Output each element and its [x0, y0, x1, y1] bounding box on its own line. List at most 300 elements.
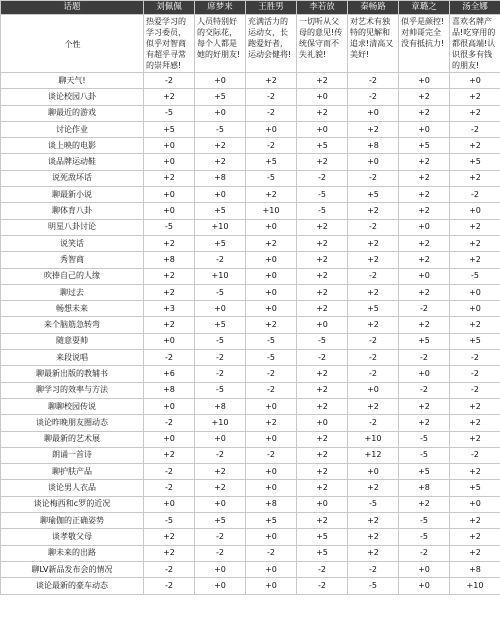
- table-row: [1, 350, 500, 366]
- table-row: [1, 561, 500, 577]
- score-cell: +2: [246, 235, 297, 251]
- score-cell: +0: [246, 301, 297, 317]
- topic-cell: 聊未来的出路: [1, 545, 144, 561]
- score-cell: +0: [246, 431, 297, 447]
- score-cell: +0: [348, 382, 399, 398]
- score-cell: +2: [450, 235, 500, 251]
- score-cell: +2: [297, 268, 348, 284]
- personality-row: [1, 15, 500, 73]
- score-cell: +2: [348, 529, 399, 545]
- score-cell: +5: [195, 317, 246, 333]
- score-cell: -2: [246, 138, 297, 154]
- table-row: [1, 73, 500, 89]
- table-row: [1, 382, 500, 398]
- score-cell: -2: [450, 121, 500, 137]
- score-cell: +10: [195, 219, 246, 235]
- table-row: [1, 219, 500, 235]
- score-cell: +2: [450, 545, 500, 561]
- score-cell: +2: [348, 480, 399, 496]
- score-cell: +0: [144, 187, 195, 203]
- score-cell: +0: [195, 578, 246, 594]
- table-row: [1, 284, 500, 300]
- score-cell: +2: [297, 431, 348, 447]
- score-cell: -5: [195, 382, 246, 398]
- score-cell: +2: [144, 268, 195, 284]
- score-cell: -2: [297, 578, 348, 594]
- table-row: [1, 235, 500, 251]
- table-row: [1, 415, 500, 431]
- score-cell: -2: [399, 301, 450, 317]
- score-cell: -5: [195, 121, 246, 137]
- score-cell: +2: [450, 317, 500, 333]
- score-cell: +2: [297, 301, 348, 317]
- score-cell: -5: [195, 284, 246, 300]
- score-cell: +2: [399, 235, 450, 251]
- table-row: [1, 187, 500, 203]
- score-cell: +0: [450, 73, 500, 89]
- score-cell: -5: [297, 333, 348, 349]
- topic-cell: 聊聊校园传说: [1, 398, 144, 414]
- score-cell: -5: [246, 333, 297, 349]
- score-cell: +8: [144, 252, 195, 268]
- topic-cell: 谈论梅西和c罗的近况: [1, 496, 144, 512]
- score-cell: +2: [450, 464, 500, 480]
- score-cell: +2: [297, 398, 348, 414]
- score-cell: -5: [246, 350, 297, 366]
- topic-cell: 聊学习的效率与方法: [1, 382, 144, 398]
- score-cell: +2: [348, 203, 399, 219]
- score-cell: +5: [450, 154, 500, 170]
- score-cell: -2: [450, 366, 500, 382]
- table-row: [1, 366, 500, 382]
- score-cell: -2: [450, 350, 500, 366]
- score-cell: +2: [195, 138, 246, 154]
- score-cell: +2: [144, 284, 195, 300]
- topic-cell: 聊瑜伽的正确姿势: [1, 513, 144, 529]
- topic-cell: 聊最新的艺术展: [1, 431, 144, 447]
- topic-cell: 来段说唱: [1, 350, 144, 366]
- score-cell: +0: [399, 121, 450, 137]
- score-cell: +0: [195, 301, 246, 317]
- score-cell: +2: [297, 73, 348, 89]
- character-column-header: 秦畅路: [348, 1, 399, 15]
- score-cell: +0: [399, 366, 450, 382]
- score-cell: -2: [195, 447, 246, 463]
- score-cell: +0: [195, 105, 246, 121]
- score-cell: -5: [195, 333, 246, 349]
- score-cell: +2: [348, 121, 399, 137]
- topic-cell: 秀智商: [1, 252, 144, 268]
- score-cell: +2: [399, 252, 450, 268]
- table-row: [1, 301, 500, 317]
- score-cell: +5: [144, 121, 195, 137]
- personality-description: 充满活力的运动女，长跑爱好者，运动会健将!: [246, 15, 297, 73]
- score-cell: +0: [195, 431, 246, 447]
- score-cell: +2: [144, 447, 195, 463]
- score-cell: -2: [195, 252, 246, 268]
- topic-cell: 聊体育八卦: [1, 203, 144, 219]
- score-cell: -5: [144, 513, 195, 529]
- topic-cell: 聊护肤产品: [1, 464, 144, 480]
- score-cell: +2: [297, 235, 348, 251]
- topic-cell: 朗诵一首诗: [1, 447, 144, 463]
- score-cell: +0: [144, 431, 195, 447]
- score-cell: -2: [348, 561, 399, 577]
- topic-cell: 谈论校园八卦: [1, 89, 144, 105]
- score-cell: +2: [297, 219, 348, 235]
- score-cell: +0: [144, 496, 195, 512]
- score-cell: -2: [348, 333, 399, 349]
- score-cell: +0: [195, 73, 246, 89]
- table-row: [1, 578, 500, 594]
- score-cell: +2: [246, 187, 297, 203]
- score-cell: +2: [195, 480, 246, 496]
- score-cell: +0: [195, 561, 246, 577]
- personality-description: 热爱学习的学习委员，似乎对智商有超乎寻常的崇拜感!: [144, 15, 195, 73]
- score-cell: +2: [450, 105, 500, 121]
- score-cell: +0: [195, 496, 246, 512]
- score-cell: +2: [450, 513, 500, 529]
- score-cell: +2: [399, 284, 450, 300]
- topic-column-header: 话题: [1, 1, 144, 15]
- table-row: [1, 431, 500, 447]
- score-cell: +2: [450, 415, 500, 431]
- score-cell: -2: [297, 170, 348, 186]
- topic-cell: 谈论最新的豪车动态: [1, 578, 144, 594]
- score-cell: +0: [348, 105, 399, 121]
- score-cell: -2: [144, 464, 195, 480]
- score-cell: +0: [246, 219, 297, 235]
- table-row: [1, 447, 500, 463]
- score-cell: +2: [348, 545, 399, 561]
- score-cell: +5: [297, 529, 348, 545]
- personality-description: 一切听从父母的意见!传统保守而不失礼貌!: [297, 15, 348, 73]
- score-cell: +0: [195, 187, 246, 203]
- score-cell: -2: [195, 529, 246, 545]
- score-cell: +5: [399, 138, 450, 154]
- score-cell: +2: [297, 105, 348, 121]
- score-cell: +2: [450, 170, 500, 186]
- score-cell: -5: [399, 447, 450, 463]
- score-cell: +0: [246, 398, 297, 414]
- score-cell: +2: [144, 235, 195, 251]
- topic-cell: 聊最新出版的教辅书: [1, 366, 144, 382]
- score-cell: +2: [297, 154, 348, 170]
- table-row: [1, 513, 500, 529]
- score-cell: +0: [246, 121, 297, 137]
- score-cell: +5: [195, 89, 246, 105]
- table-row: [1, 333, 500, 349]
- score-cell: +0: [246, 480, 297, 496]
- topic-cell: 谈论男人衣品: [1, 480, 144, 496]
- score-cell: +8: [450, 561, 500, 577]
- score-cell: +5: [195, 513, 246, 529]
- score-cell: +2: [195, 154, 246, 170]
- score-cell: +0: [399, 578, 450, 594]
- table-row: [1, 170, 500, 186]
- score-cell: +2: [399, 203, 450, 219]
- topic-cell: 聊最近的游戏: [1, 105, 144, 121]
- score-cell: -5: [297, 187, 348, 203]
- score-cell: +0: [450, 301, 500, 317]
- score-cell: +3: [144, 301, 195, 317]
- score-cell: +12: [348, 447, 399, 463]
- score-cell: +5: [399, 333, 450, 349]
- score-cell: -2: [246, 89, 297, 105]
- score-cell: +2: [399, 496, 450, 512]
- score-cell: +2: [348, 398, 399, 414]
- score-cell: +10: [450, 578, 500, 594]
- personality-description: 喜欢名牌产品!吃穿用的都很高端!认识很多有钱的朋友!: [450, 15, 500, 73]
- score-cell: +2: [144, 529, 195, 545]
- score-cell: -2: [450, 447, 500, 463]
- score-cell: +2: [297, 366, 348, 382]
- score-cell: +2: [297, 464, 348, 480]
- score-cell: +0: [399, 219, 450, 235]
- score-cell: +0: [246, 561, 297, 577]
- score-cell: +5: [348, 187, 399, 203]
- score-cell: +2: [348, 284, 399, 300]
- score-cell: -2: [399, 350, 450, 366]
- score-cell: -2: [348, 170, 399, 186]
- score-cell: +2: [399, 415, 450, 431]
- score-cell: -2: [246, 545, 297, 561]
- score-cell: +8: [195, 398, 246, 414]
- personality-description: 对艺术有独特的见解和追求!清高又美好!: [348, 15, 399, 73]
- table-header: [1, 1, 500, 15]
- score-cell: +10: [246, 203, 297, 219]
- topic-cell: 聊最新小说: [1, 187, 144, 203]
- topic-cell: 来个脑筋急转弯: [1, 317, 144, 333]
- score-cell: -5: [144, 219, 195, 235]
- table-row: [1, 203, 500, 219]
- score-cell: +0: [399, 561, 450, 577]
- score-cell: +0: [297, 415, 348, 431]
- table-row: [1, 121, 500, 137]
- score-cell: +0: [399, 268, 450, 284]
- score-cell: +0: [450, 203, 500, 219]
- topic-cell: 聊天气!: [1, 73, 144, 89]
- score-cell: -2: [348, 366, 399, 382]
- score-cell: +5: [450, 333, 500, 349]
- score-cell: +0: [144, 138, 195, 154]
- score-cell: +6: [144, 366, 195, 382]
- score-cell: -2: [348, 415, 399, 431]
- topic-cell: 谈上映的电影: [1, 138, 144, 154]
- score-cell: +2: [399, 317, 450, 333]
- score-cell: -2: [144, 561, 195, 577]
- score-cell: +10: [195, 415, 246, 431]
- table-row: [1, 464, 500, 480]
- table-row: [1, 268, 500, 284]
- score-cell: +2: [297, 513, 348, 529]
- score-cell: -2: [144, 350, 195, 366]
- score-cell: -5: [348, 578, 399, 594]
- score-cell: +10: [195, 268, 246, 284]
- topic-cell: 明星八卦讨论: [1, 219, 144, 235]
- score-cell: +2: [348, 317, 399, 333]
- score-cell: -2: [144, 73, 195, 89]
- score-cell: +2: [450, 431, 500, 447]
- personality-label: 个性: [1, 15, 144, 73]
- score-cell: +2: [297, 252, 348, 268]
- score-cell: -2: [297, 561, 348, 577]
- score-cell: -2: [144, 578, 195, 594]
- topic-cell: 谈孝敬父母: [1, 529, 144, 545]
- score-cell: +0: [246, 529, 297, 545]
- score-cell: +5: [297, 138, 348, 154]
- topic-cell: 吹捧自己的人缘: [1, 268, 144, 284]
- score-cell: +2: [297, 447, 348, 463]
- score-cell: -5: [399, 513, 450, 529]
- score-cell: -5: [399, 529, 450, 545]
- score-cell: +0: [246, 464, 297, 480]
- score-cell: +2: [246, 73, 297, 89]
- table-row: [1, 138, 500, 154]
- score-cell: -2: [348, 89, 399, 105]
- score-cell: +5: [246, 154, 297, 170]
- score-cell: -5: [450, 268, 500, 284]
- score-cell: -2: [348, 350, 399, 366]
- table-row: [1, 545, 500, 561]
- score-cell: +2: [144, 170, 195, 186]
- character-column-header: 汤全娜: [450, 1, 500, 15]
- score-cell: +0: [450, 284, 500, 300]
- score-cell: +5: [348, 301, 399, 317]
- score-cell: +8: [144, 382, 195, 398]
- personality-description: 似乎是颜控!对帅哥完全没有抵抗力!: [399, 15, 450, 73]
- topic-cell: 谈品牌运动鞋: [1, 154, 144, 170]
- score-cell: +0: [399, 73, 450, 89]
- table-row: [1, 398, 500, 414]
- table-row: [1, 252, 500, 268]
- score-cell: +5: [195, 203, 246, 219]
- topic-cell: 说死敌坏话: [1, 170, 144, 186]
- score-cell: +2: [399, 398, 450, 414]
- score-cell: -5: [246, 170, 297, 186]
- score-cell: -2: [195, 545, 246, 561]
- table-body: [1, 15, 500, 595]
- score-cell: +0: [348, 154, 399, 170]
- score-cell: +0: [297, 496, 348, 512]
- topic-cell: 聊LV新品发布会的情况: [1, 561, 144, 577]
- table-row: [1, 529, 500, 545]
- score-cell: -5: [348, 496, 399, 512]
- personality-description: 人员特别好的交际花，每个人都是她的好朋友!: [195, 15, 246, 73]
- score-cell: +0: [450, 496, 500, 512]
- score-cell: +5: [297, 545, 348, 561]
- score-cell: +2: [144, 545, 195, 561]
- score-cell: +5: [246, 513, 297, 529]
- table-row: [1, 496, 500, 512]
- score-cell: +2: [450, 89, 500, 105]
- score-cell: +2: [297, 480, 348, 496]
- score-cell: +2: [399, 170, 450, 186]
- score-cell: -2: [246, 105, 297, 121]
- score-cell: -2: [450, 187, 500, 203]
- score-cell: +10: [348, 431, 399, 447]
- table-row: [1, 105, 500, 121]
- score-cell: +2: [399, 187, 450, 203]
- score-cell: +2: [348, 235, 399, 251]
- score-cell: -2: [144, 415, 195, 431]
- score-cell: +8: [246, 496, 297, 512]
- score-cell: +2: [348, 252, 399, 268]
- score-cell: +2: [144, 89, 195, 105]
- topic-cell: 讨论作业: [1, 121, 144, 137]
- score-cell: -5: [399, 431, 450, 447]
- score-cell: +5: [399, 464, 450, 480]
- score-cell: +2: [297, 382, 348, 398]
- score-cell: +0: [297, 121, 348, 137]
- score-cell: +2: [195, 464, 246, 480]
- score-cell: +2: [348, 513, 399, 529]
- score-cell: -2: [450, 382, 500, 398]
- score-cell: +2: [246, 317, 297, 333]
- table-row: [1, 317, 500, 333]
- topic-cell: 畅想未来: [1, 301, 144, 317]
- score-cell: -5: [297, 203, 348, 219]
- character-column-header: 李若放: [297, 1, 348, 15]
- score-cell: +0: [246, 252, 297, 268]
- score-cell: +0: [348, 464, 399, 480]
- score-cell: +0: [246, 284, 297, 300]
- table-row: [1, 480, 500, 496]
- score-cell: -5: [144, 105, 195, 121]
- score-cell: -2: [348, 219, 399, 235]
- score-cell: -2: [246, 366, 297, 382]
- score-cell: -2: [348, 268, 399, 284]
- character-column-header: 刘佩佩: [144, 1, 195, 15]
- score-cell: +0: [144, 154, 195, 170]
- score-cell: -2: [144, 480, 195, 496]
- score-cell: +2: [297, 284, 348, 300]
- score-cell: +2: [399, 154, 450, 170]
- score-cell: +0: [144, 203, 195, 219]
- score-cell: +2: [450, 529, 500, 545]
- score-cell: +0: [297, 89, 348, 105]
- score-cell: +0: [246, 578, 297, 594]
- score-cell: +8: [195, 170, 246, 186]
- score-cell: +2: [144, 317, 195, 333]
- score-cell: +0: [297, 317, 348, 333]
- score-cell: +0: [144, 333, 195, 349]
- character-column-header: 王胜男: [246, 1, 297, 15]
- topic-cell: 随意耍帅: [1, 333, 144, 349]
- topic-cell: 聊过去: [1, 284, 144, 300]
- score-cell: -2: [246, 382, 297, 398]
- score-cell: +0: [246, 268, 297, 284]
- score-cell: +0: [144, 398, 195, 414]
- score-cell: -2: [195, 366, 246, 382]
- score-cell: +2: [399, 105, 450, 121]
- table-row: [1, 89, 500, 105]
- table-row: [1, 154, 500, 170]
- score-cell: +8: [348, 138, 399, 154]
- score-cell: +5: [195, 235, 246, 251]
- score-cell: -2: [399, 545, 450, 561]
- character-column-header: 章璐之: [399, 1, 450, 15]
- score-cell: +8: [399, 480, 450, 496]
- score-cell: +2: [450, 219, 500, 235]
- character-column-header: 席梦来: [195, 1, 246, 15]
- score-cell: -2: [246, 447, 297, 463]
- score-cell: +2: [450, 138, 500, 154]
- topic-cell: 说笑话: [1, 235, 144, 251]
- score-cell: -2: [195, 350, 246, 366]
- score-cell: +2: [399, 89, 450, 105]
- topic-cell: 谈论昨晚朋友圈动态: [1, 415, 144, 431]
